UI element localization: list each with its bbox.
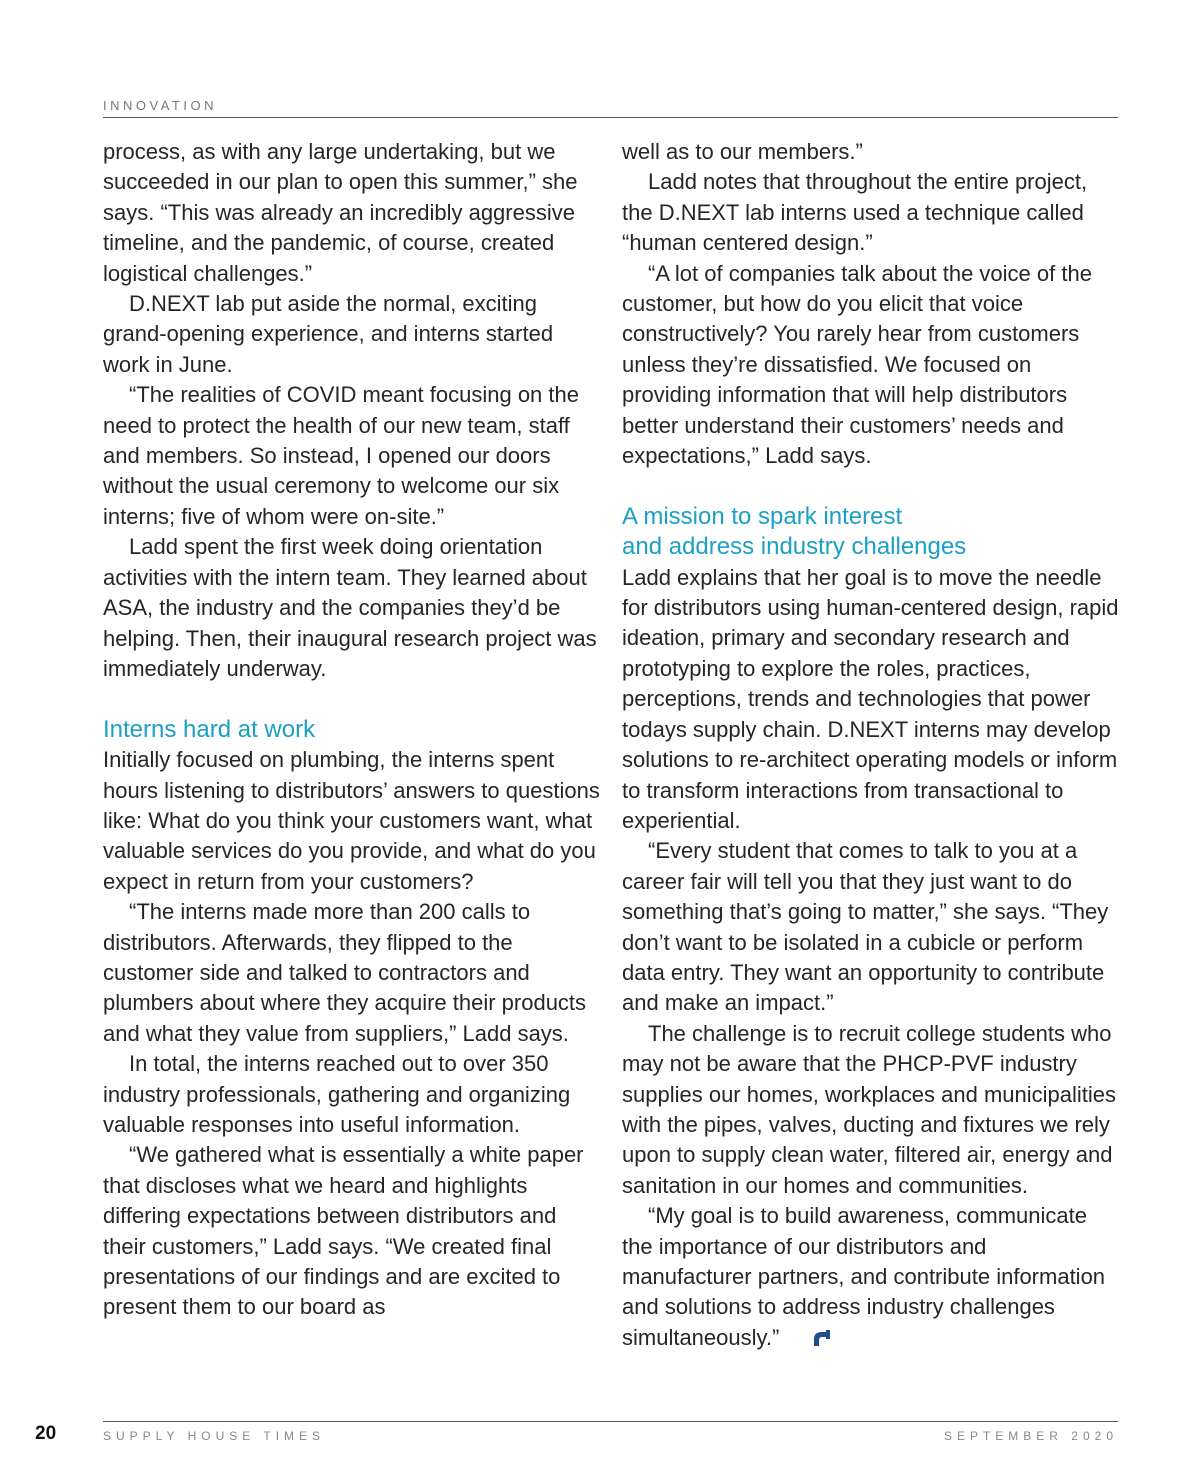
issue-date: SEPTEMBER 2020 (943, 1429, 1118, 1443)
subheading-line-1: A mission to spark interest (622, 502, 903, 530)
paragraph: Ladd notes that throughout the entire project, the D.NEXT lab interns used a technique called “human centered design.” (622, 169, 1088, 256)
paragraph: well as to our members.” (622, 139, 863, 164)
paragraph: In total, the interns reached out to over 350 industry professionals, gathering and organizing valuable responses into useful information. (103, 1051, 571, 1137)
paragraph: “The interns made more than 200 calls to distributors. Afterwards, they flipped to the customer side and talked to contractors and plumbers about where they acquire their products and what they value from suppliers,” Ladd says. (103, 899, 587, 1046)
publication-name: SUPPLY HOUSE TIMES (103, 1429, 326, 1443)
paragraph: “We gathered what is essentially a white paper that discloses what we heard and highlights differing expectations between distributors and their customers,” Ladd says. “We created final presentations of our findings and are excited to present them to our board as (103, 1142, 584, 1320)
footer-rule (103, 1421, 1118, 1422)
page-number: 20 (35, 1423, 57, 1444)
paragraph: Ladd explains that her goal is to move the needle for distributors using human-centered design, rapid ideation, primary and secondary research and prototyping to explore the roles, practices, perceptions, trends and technologies that power todays supply chain. D.NEXT interns may develop solutions to re-architect operating models or inform to transform interactions from transactional to experiential. (622, 564, 1119, 833)
paragraph: Initially focused on plumbing, the interns spent hours listening to distributors’ answers to questions like: What do you think your customers want, what valuable services do you provide, and what do you expect in return from your customers? (103, 747, 600, 894)
pipe-elbow-icon (787, 1325, 805, 1342)
paragraph: “Every student that comes to talk to you at a career fair will tell you that they just want to do something that’s going to matter,” she says. “They don’t want to be isolated in a cubicle or perform data entry. They want an opportunity to contribute and make an impact.” (622, 838, 1109, 1016)
section-label: INNOVATION (103, 98, 217, 113)
paragraph-final-text: “My goal is to build awareness, communicate the importance of our distributors and manufacturer partners, and contribute information and solutions to address industry challenges simultaneously.” (622, 1203, 1106, 1350)
subheading-mission (622, 502, 1122, 563)
right-column (622, 137, 1122, 1353)
spacer (622, 471, 1122, 501)
paragraph-final (622, 1201, 1122, 1353)
paragraph: D.NEXT lab put aside the normal, exciting grand-opening experience, and interns started work in June. (103, 291, 554, 377)
paragraph: Ladd spent the first week doing orientation activities with the intern team. They learned about ASA, the industry and the companies they’d be helping. Then, their inaugural research project was immediately underway. (103, 534, 597, 681)
paragraph: “The realities of COVID meant focusing on the need to protect the health of our new team, staff and members. So instead, I opened our doors without the usual ceremony to welcome our six interns; five of whom were on-site.” (103, 382, 579, 529)
paragraph: “A lot of companies talk about the voice of the customer, but how do you elicit that voice constructively? You rarely hear from customers unless they’re dissatisfied. We focused on providing information that will help distributors better understand their customers’ needs and expectations,” Ladd says. (622, 260, 1092, 469)
left-column (103, 137, 603, 1323)
spacer (103, 684, 603, 714)
header-rule (103, 117, 1118, 118)
subheading-line-2: and address industry challenges (622, 533, 967, 561)
subheading-interns-hard-at-work: Interns hard at work (103, 715, 316, 743)
paragraph: The challenge is to recruit college students who may not be aware that the PHCP-PVF industry supplies our homes, workplaces and municipalities with the pipes, valves, ducting and fixtures we rely upon to supply clean water, filtered air, energy and sanitation in our homes and communities. (622, 1020, 1117, 1198)
paragraph: process, as with any large undertaking, but we succeeded in our plan to open this summer,” she says. “This was already an incredibly aggressive timeline, and the pandemic, of course, created logistical challenges.” (103, 139, 578, 286)
